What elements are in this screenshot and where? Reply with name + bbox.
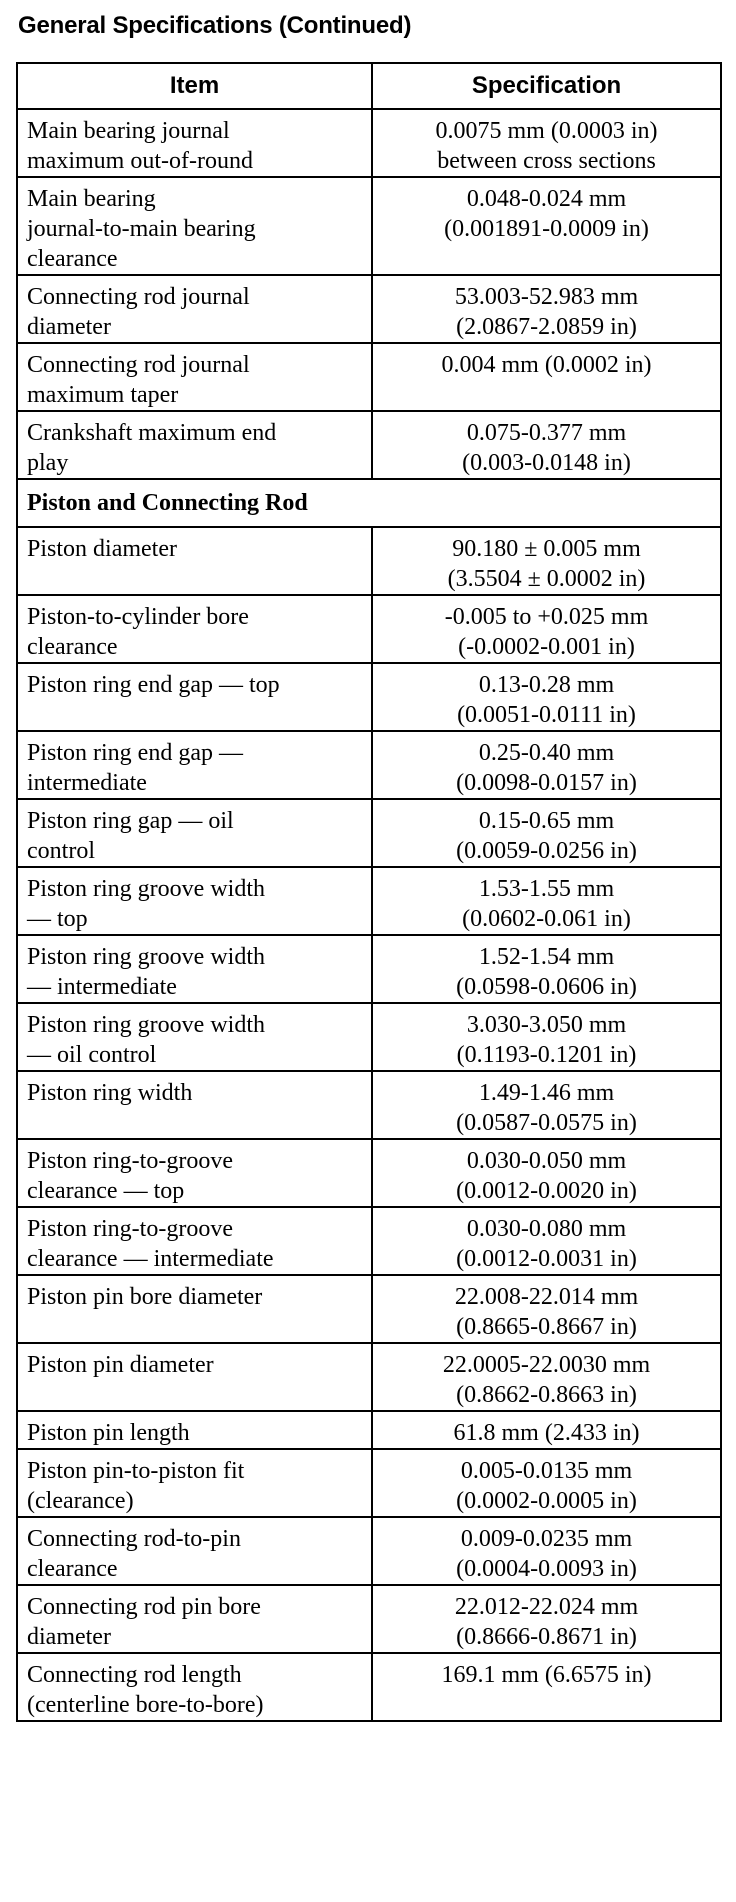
specification-text-line: 0.15-0.65 mm — [478, 808, 615, 834]
item-text-line: play — [27, 450, 69, 476]
table-row — [17, 1585, 721, 1653]
item-text-line: (centerline bore-to-bore) — [27, 1692, 264, 1718]
specification-text-line: 22.008-22.014 mm — [454, 1284, 639, 1310]
specification-text-line: (0.0587-0.0575 in) — [456, 1110, 637, 1136]
specification-text-line: (0.0598-0.0606 in) — [456, 974, 637, 1000]
specification-text-line: (0.0051-0.0111 in) — [457, 702, 636, 728]
item-text-line: (clearance) — [27, 1488, 134, 1514]
table-row — [17, 109, 721, 177]
item-text-line: clearance — [27, 1556, 118, 1582]
item-text-line: Piston pin diameter — [27, 1352, 214, 1378]
specification-cell — [372, 935, 721, 1003]
item-text-line: clearance — intermediate — [27, 1246, 274, 1272]
item-text-line: clearance — [27, 246, 118, 272]
item-text-line: Piston-to-cylinder bore — [27, 604, 249, 630]
table-row — [17, 1517, 721, 1585]
table-row — [17, 1343, 721, 1411]
specification-cell — [372, 663, 721, 731]
item-cell — [17, 411, 372, 479]
item-text-line: Piston ring groove width — [27, 876, 265, 902]
table-row — [17, 1275, 721, 1343]
item-text-line: Piston ring groove width — [27, 944, 265, 970]
table-row — [17, 1411, 721, 1449]
specification-text-line: (2.0867-2.0859 in) — [456, 314, 637, 340]
item-cell — [17, 867, 372, 935]
item-text-line: Piston ring end gap — — [27, 740, 243, 766]
specification-text-line: (0.1193-0.1201 in) — [456, 1042, 637, 1068]
specification-text-line: (3.5504 ± 0.0002 in) — [447, 566, 646, 592]
specification-cell — [372, 275, 721, 343]
item-text-line: Piston ring-to-groove — [27, 1216, 233, 1242]
specification-text-line: (0.0098-0.0157 in) — [456, 770, 637, 796]
table-row — [17, 1003, 721, 1071]
item-cell — [17, 1585, 372, 1653]
specification-text-line: 1.49-1.46 mm — [478, 1080, 615, 1106]
specification-cell — [372, 1071, 721, 1139]
item-cell — [17, 1139, 372, 1207]
specification-text-line: (-0.0002-0.001 in) — [458, 634, 635, 660]
item-text-line: Piston ring gap — oil — [27, 808, 234, 834]
table-row — [17, 663, 721, 731]
item-text-line: Connecting rod journal — [27, 284, 250, 310]
item-cell — [17, 1275, 372, 1343]
specification-text-line: 1.52-1.54 mm — [478, 944, 615, 970]
item-text-line: intermediate — [27, 770, 147, 796]
section-row — [17, 479, 721, 527]
specification-text-line: (0.0002-0.0005 in) — [456, 1488, 637, 1514]
table-body-crankshaft — [17, 109, 721, 479]
specification-text-line: 0.004 mm (0.0002 in) — [441, 352, 652, 378]
item-cell — [17, 275, 372, 343]
item-text-line: clearance — top — [27, 1178, 185, 1204]
item-text-line: Piston pin bore diameter — [27, 1284, 263, 1310]
specification-cell — [372, 527, 721, 595]
table-row — [17, 731, 721, 799]
item-cell — [17, 663, 372, 731]
item-text-line: Piston ring-to-groove — [27, 1148, 233, 1174]
item-text-line: Crankshaft maximum end — [27, 420, 277, 446]
item-text-line: Piston ring groove width — [27, 1012, 265, 1038]
specification-text-line: (0.001891-0.0009 in) — [444, 216, 649, 242]
item-cell — [17, 1517, 372, 1585]
table-row — [17, 1071, 721, 1139]
specification-cell — [372, 343, 721, 411]
specification-text-line: (0.003-0.0148 in) — [462, 450, 631, 476]
specification-cell — [372, 177, 721, 275]
item-text-line: Main bearing journal — [27, 118, 230, 144]
item-text-line: journal-to-main bearing — [27, 216, 256, 242]
section-label: Piston and Connecting Rod — [17, 479, 721, 527]
specification-text-line: 3.030-3.050 mm — [466, 1012, 627, 1038]
specification-text-line: 0.075-0.377 mm — [466, 420, 627, 446]
specification-cell — [372, 1139, 721, 1207]
item-cell — [17, 177, 372, 275]
item-text-line: diameter — [27, 1624, 111, 1650]
specification-text-line: between cross sections — [437, 148, 656, 174]
table-row — [17, 1653, 721, 1721]
specification-text-line: 0.13-0.28 mm — [478, 672, 615, 698]
specification-text-line: -0.005 to +0.025 mm — [444, 604, 649, 630]
specification-cell — [372, 411, 721, 479]
specification-cell — [372, 1585, 721, 1653]
specification-text-line: 0.048-0.024 mm — [466, 186, 627, 212]
specification-text-line: 22.012-22.024 mm — [454, 1594, 639, 1620]
item-cell — [17, 1343, 372, 1411]
item-cell — [17, 799, 372, 867]
item-cell — [17, 1449, 372, 1517]
table-body-section — [17, 479, 721, 527]
specification-cell — [372, 1207, 721, 1275]
item-text-line: control — [27, 838, 95, 864]
item-cell — [17, 1653, 372, 1721]
specification-text-line: (0.0012-0.0031 in) — [456, 1246, 637, 1272]
item-text-line: Main bearing — [27, 186, 156, 212]
specification-text-line: (0.0602-0.061 in) — [462, 906, 631, 932]
table-row — [17, 1207, 721, 1275]
specification-text-line: 22.0005-22.0030 mm — [442, 1352, 651, 1378]
item-text-line: diameter — [27, 314, 111, 340]
item-cell — [17, 1207, 372, 1275]
table-row — [17, 595, 721, 663]
specification-cell — [372, 1449, 721, 1517]
item-cell — [17, 1003, 372, 1071]
specification-text-line: (0.8665-0.8667 in) — [456, 1314, 637, 1340]
specification-cell — [372, 731, 721, 799]
specification-text-line: (0.8662-0.8663 in) — [456, 1382, 637, 1408]
item-text-line: maximum taper — [27, 382, 179, 408]
specification-text-line: (0.8666-0.8671 in) — [456, 1624, 637, 1650]
item-text-line: Piston ring end gap — top — [27, 672, 280, 698]
table-row — [17, 799, 721, 867]
item-text-line: Connecting rod journal — [27, 352, 250, 378]
specification-cell — [372, 1411, 721, 1449]
item-text-line: Piston ring width — [27, 1080, 193, 1106]
table-row — [17, 935, 721, 1003]
item-cell — [17, 935, 372, 1003]
item-text-line: Connecting rod length — [27, 1662, 242, 1688]
item-cell — [17, 1411, 372, 1449]
item-text-line: Piston diameter — [27, 536, 177, 562]
item-text-line: Connecting rod-to-pin — [27, 1526, 241, 1552]
table-row — [17, 867, 721, 935]
specification-text-line: 0.25-0.40 mm — [478, 740, 615, 766]
specification-cell — [372, 109, 721, 177]
specification-text-line: 169.1 mm (6.6575 in) — [441, 1662, 652, 1688]
column-header-item: Item — [17, 63, 372, 109]
item-cell — [17, 595, 372, 663]
specification-cell — [372, 867, 721, 935]
item-text-line: clearance — [27, 634, 118, 660]
item-text-line: — oil control — [27, 1042, 157, 1068]
table-row — [17, 1449, 721, 1517]
item-cell — [17, 109, 372, 177]
item-cell — [17, 343, 372, 411]
item-text-line: — intermediate — [27, 974, 177, 1000]
table-body-piston — [17, 527, 721, 1721]
specification-cell — [372, 1343, 721, 1411]
item-text-line: Connecting rod pin bore — [27, 1594, 261, 1620]
specification-text-line: 0.009-0.0235 mm — [460, 1526, 633, 1552]
specification-text-line: 0.005-0.0135 mm — [460, 1458, 633, 1484]
specification-text-line: (0.0004-0.0093 in) — [456, 1556, 637, 1582]
table-row — [17, 343, 721, 411]
table-row — [17, 177, 721, 275]
specification-text-line: 1.53-1.55 mm — [478, 876, 615, 902]
specification-text-line: 0.0075 mm (0.0003 in) — [435, 118, 658, 144]
table-row — [17, 275, 721, 343]
specification-cell — [372, 1517, 721, 1585]
item-text-line: maximum out-of-round — [27, 148, 253, 174]
specification-cell — [372, 1653, 721, 1721]
item-cell — [17, 1071, 372, 1139]
table-row — [17, 1139, 721, 1207]
page-title: General Specifications (Continued) — [18, 12, 412, 39]
item-cell — [17, 527, 372, 595]
table-header-row — [17, 63, 721, 109]
table-row — [17, 411, 721, 479]
specification-text-line: (0.0012-0.0020 in) — [456, 1178, 637, 1204]
specification-text-line: 53.003-52.983 mm — [454, 284, 639, 310]
table-row — [17, 527, 721, 595]
specifications-table — [16, 62, 722, 1722]
specification-text-line: 0.030-0.080 mm — [466, 1216, 627, 1242]
specification-text-line: 0.030-0.050 mm — [466, 1148, 627, 1174]
specification-cell — [372, 595, 721, 663]
specification-cell — [372, 1275, 721, 1343]
item-text-line: Piston pin length — [27, 1420, 190, 1446]
specification-cell — [372, 1003, 721, 1071]
item-text-line: — top — [27, 906, 88, 932]
specification-text-line: (0.0059-0.0256 in) — [456, 838, 637, 864]
item-text-line: Piston pin-to-piston fit — [27, 1458, 245, 1484]
specification-text-line: 90.180 ± 0.005 mm — [452, 536, 641, 562]
specification-cell — [372, 799, 721, 867]
item-cell — [17, 731, 372, 799]
specification-text-line: 61.8 mm (2.433 in) — [453, 1420, 640, 1446]
column-header-specification: Specification — [372, 63, 721, 109]
